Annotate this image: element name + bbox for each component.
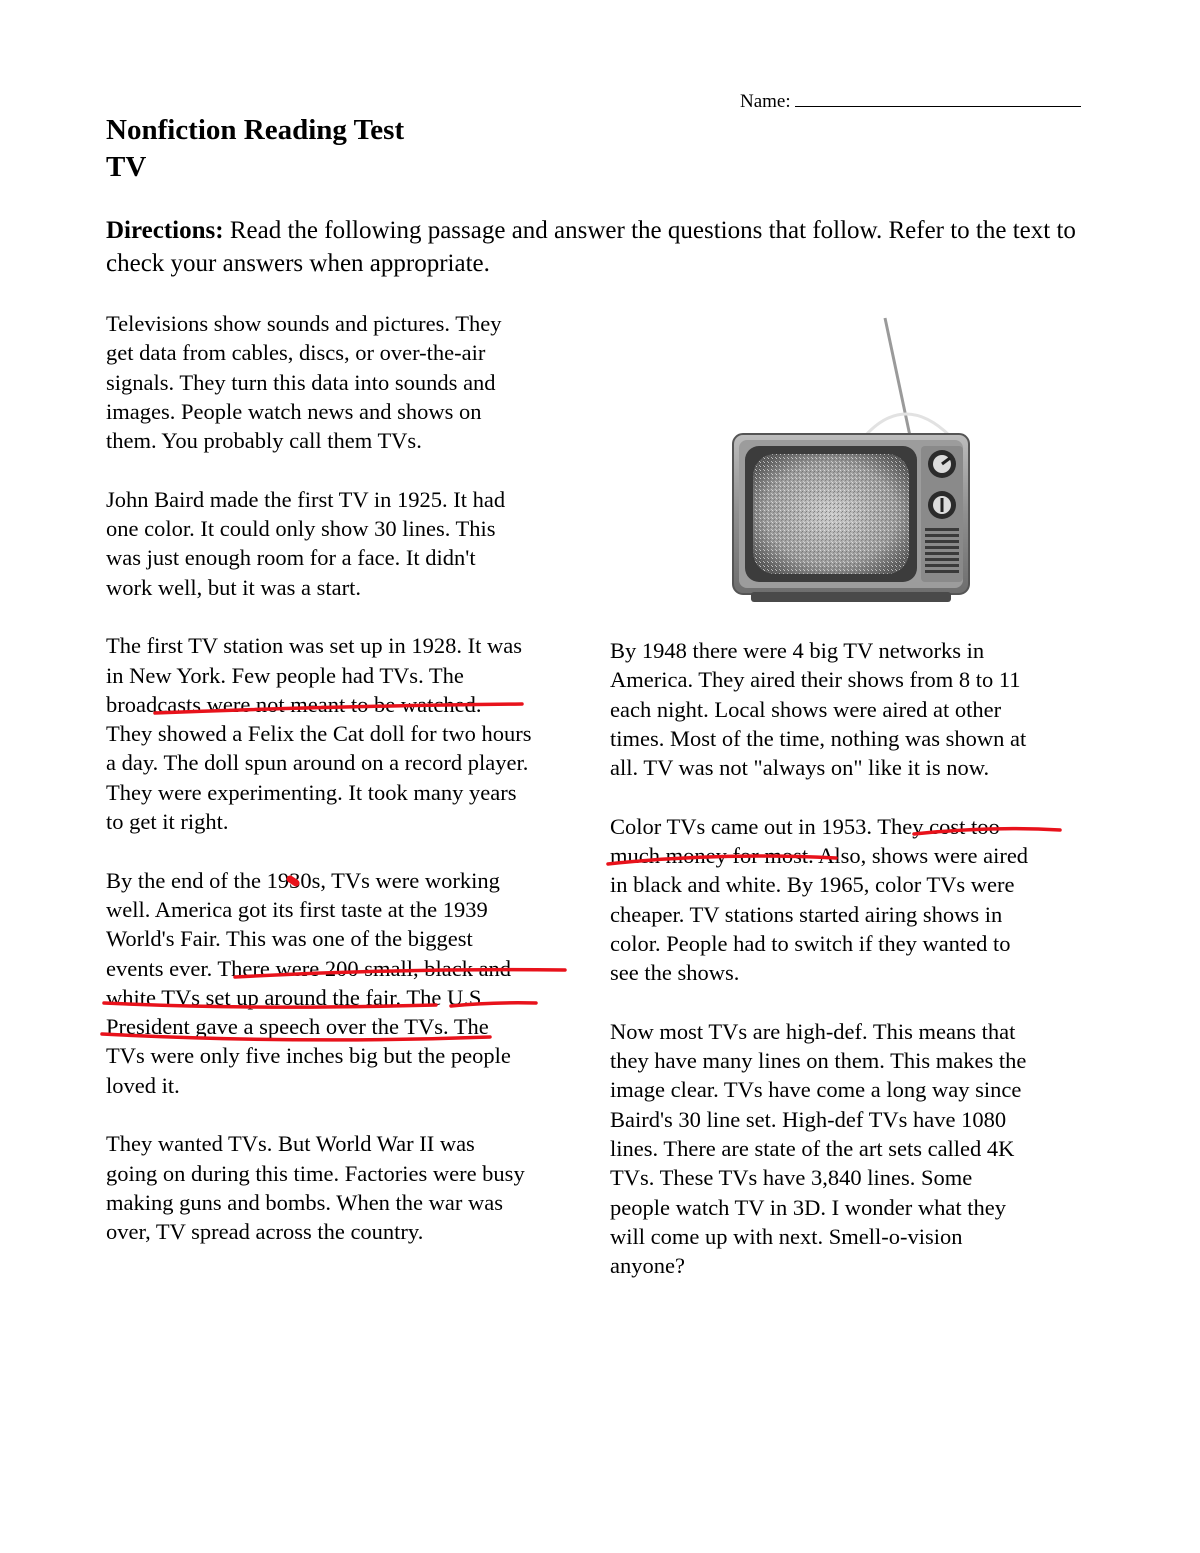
text-line: get data from cables, discs, or over-the-air [106, 340, 486, 366]
text-line: see the shows. [610, 960, 740, 986]
text-line: them. You probably call them TVs. [106, 428, 422, 454]
text-line: They wanted TVs. But World War II was [106, 1131, 475, 1157]
text-line: times. Most of the time, nothing was shown at [610, 725, 1027, 751]
text-line: one color. It could only show 30 lines. This [106, 516, 496, 542]
passage-left-paragraph [106, 866, 606, 1100]
text-line: TVs. These TVs have 3,840 lines. Some [610, 1165, 973, 1191]
text-line: They showed a Felix the Cat doll for two hours [106, 721, 532, 747]
passage-left-paragraph [106, 1129, 606, 1246]
text-line: lines. There are state of the art sets called 4K [610, 1136, 1015, 1162]
text-line: work well, but it was a start. [106, 574, 361, 600]
text-line: Baird's 30 line set. High-def TVs have 1080 [610, 1106, 1007, 1132]
text-line: will come up with next. Smell-o-vision [610, 1223, 963, 1249]
text-line: They were experimenting. It took many years [106, 779, 517, 805]
text-line: each night. Local shows were aired at other [610, 696, 1002, 722]
text-line: they have many lines on them. This makes the [610, 1048, 1027, 1074]
text-line: images. People watch news and shows on [106, 398, 482, 424]
passage-right-paragraph [610, 636, 1110, 782]
text-line: loved it. [106, 1072, 180, 1098]
name-field [740, 88, 1081, 113]
text-line: broadcasts were not meant to be watched. [106, 691, 482, 717]
passage-right-paragraph [610, 812, 1110, 988]
title-line-1: Nonfiction Reading Test [106, 114, 405, 146]
text-line: John Baird made the first TV in 1925. It had [106, 486, 506, 512]
text-line: signals. They turn this data into sounds and [106, 369, 496, 395]
text-line: President gave a speech over the TVs. The [106, 1014, 489, 1040]
text-line: making guns and bombs. When the war was [106, 1189, 504, 1215]
text-line: TVs were only five inches big but the people [106, 1043, 511, 1069]
vintage-television-icon [725, 312, 985, 608]
text-line: cheaper. TV stations started airing shows in [610, 901, 1003, 927]
name-label: Name: [740, 91, 791, 112]
passage-right-paragraph [610, 1017, 1110, 1281]
text-line: The first TV station was set up in 1928. It was [106, 633, 522, 659]
text-line: was just enough room for a face. It didn't [106, 545, 476, 571]
title-line-2: TV [106, 151, 147, 183]
text-line: all. TV was not "always on" like it is now. [610, 755, 990, 781]
text-line: World's Fair. This was one of the biggest [106, 926, 473, 952]
passage-left-paragraph [106, 309, 606, 455]
directions-label: Directions: [106, 217, 224, 244]
passage-left-paragraph [106, 631, 606, 836]
text-line: over, TV spread across the country. [106, 1219, 424, 1245]
directions-text: Read the following passage and answer the questions that follow. Refer to the text to check your answers when appropriate. [106, 217, 1076, 277]
text-line: By 1948 there were 4 big TV networks in [610, 638, 985, 663]
text-line: white TVs set up around the fair. The U.S. [106, 984, 487, 1010]
text-line: in black and white. By 1965, color TVs were [610, 872, 1015, 898]
page-title [106, 112, 404, 186]
passage-left-paragraph [106, 485, 606, 602]
passage-left-column [106, 309, 606, 1276]
text-line: By the end of the 1930s, TVs were working [106, 867, 500, 893]
text-line: image clear. TVs have come a long way since [610, 1077, 1022, 1103]
text-line: in New York. Few people had TVs. The [106, 662, 464, 688]
text-line: Color TVs came out in 1953. They cost too [610, 813, 1000, 839]
text-line: Televisions show sounds and pictures. They [106, 311, 502, 336]
text-line: anyone? [610, 1253, 685, 1279]
text-line: Now most TVs are high-def. This means that [610, 1018, 1016, 1044]
text-line: America. They aired their shows from 8 to 11 [610, 667, 1021, 693]
directions [106, 214, 1106, 280]
text-line: well. America got its first taste at the 1939 [106, 896, 488, 922]
text-line: a day. The doll spun around on a record player. [106, 750, 529, 776]
text-line: events ever. There were 200 small, black and [106, 955, 512, 981]
passage-right-column [610, 636, 1110, 1310]
text-line: much money for most. Also, shows were aired [610, 843, 1029, 869]
text-line: going on during this time. Factories were busy [106, 1160, 525, 1186]
name-blank-line[interactable] [795, 88, 1081, 107]
text-line: people watch TV in 3D. I wonder what they [610, 1194, 1006, 1220]
text-line: to get it right. [106, 809, 229, 835]
text-line: color. People had to switch if they wanted to [610, 930, 1011, 956]
